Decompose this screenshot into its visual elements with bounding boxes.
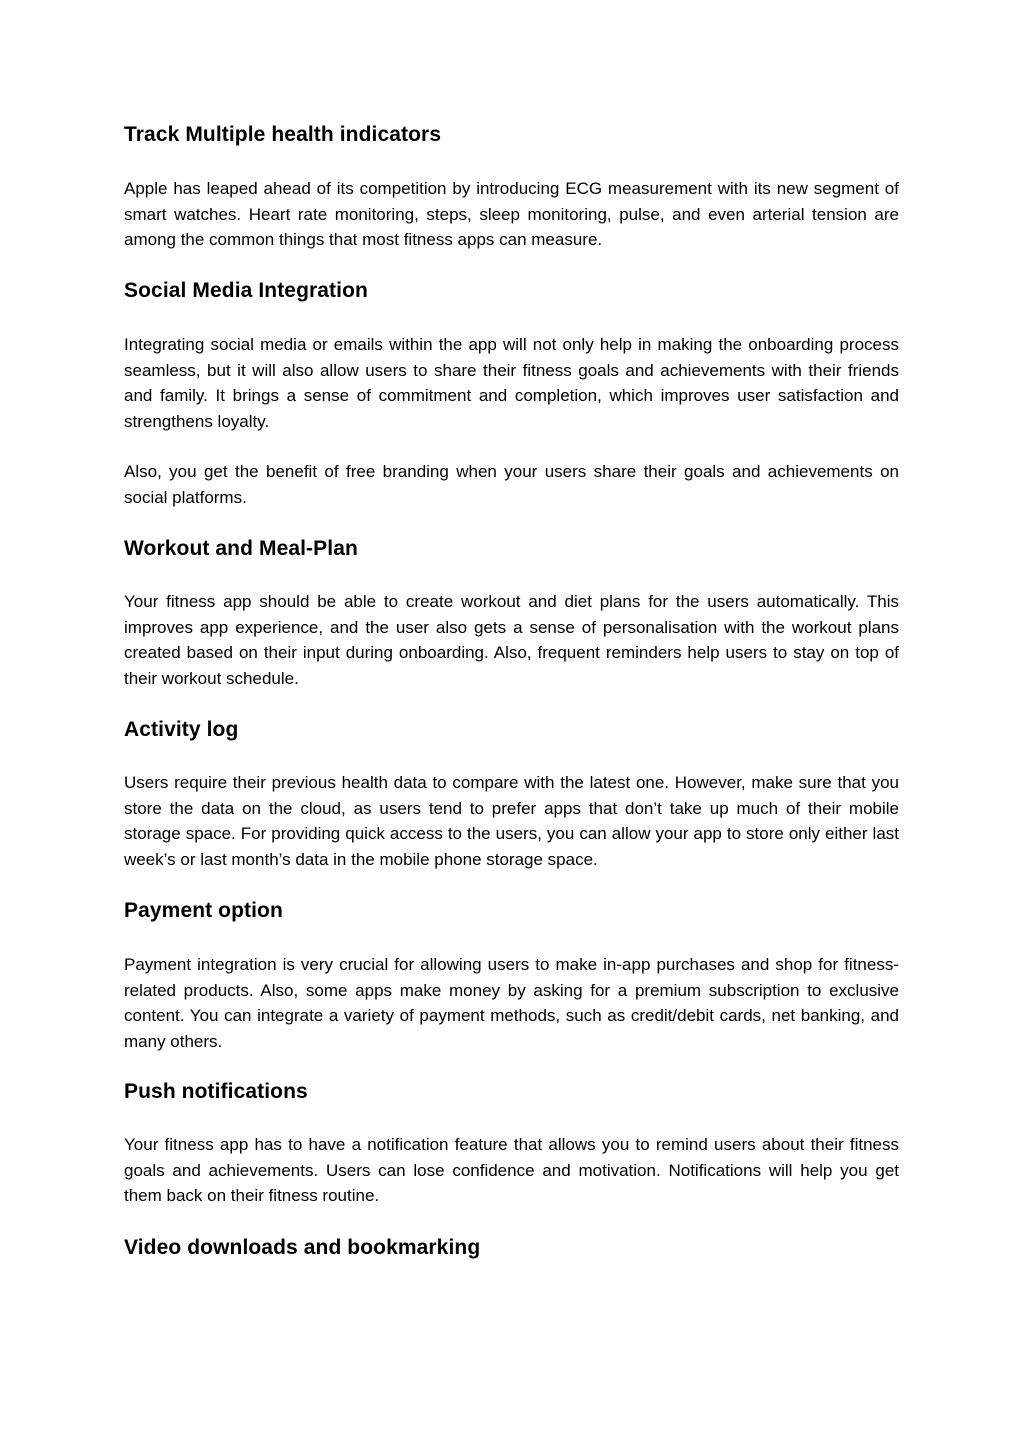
section-heading-workout-meal: Workout and Meal-Plan	[124, 537, 358, 560]
section-heading-social-media: Social Media Integration	[124, 279, 368, 302]
paragraph-track-health: Apple has leaped ahead of its competition by introducing ECG measurement with its new segment of smart watches. Heart rate monitoring, steps, sleep monitoring, pulse, and even arterial tension are among the common things that most fitness apps can measure.	[124, 179, 899, 249]
paragraph-social-media-2: Also, you get the benefit of free branding when your users share their goals and achievements on social platforms.	[124, 462, 899, 507]
section-heading-video-downloads: Video downloads and bookmarking	[124, 1236, 481, 1259]
section-heading-track-health: Track Multiple health indicators	[124, 123, 442, 146]
section-heading-push-notifications: Push notifications	[124, 1080, 308, 1103]
section-heading-payment: Payment option	[124, 899, 283, 922]
paragraph-payment: Payment integration is very crucial for allowing users to make in-app purchases and shop for fitness-related products. Also, some apps make money by asking for a premium subscription to exclusive content. You can integrate a variety of payment methods, such as credit/debit cards, net banking, and many others.	[124, 955, 899, 1051]
paragraph-push-notifications: Your fitness app has to have a notification feature that allows you to remind users about their fitness goals and achievements. Users can lose confidence and motivation. Notifications will help you get them back on their fitness routine.	[124, 1135, 899, 1205]
paragraph-workout-meal: Your fitness app should be able to create workout and diet plans for the users automatically. This improves app experience, and the user also gets a sense of personalisation with the workout plans created based on their input during onboarding. Also, frequent reminders help users to stay on top of their workout schedule.	[124, 592, 899, 688]
paragraph-social-media-1: Integrating social media or emails within the app will not only help in making the onboarding process seamless, but it will also allow users to share their fitness goals and achievements with their friends and family. It brings a sense of commitment and completion, which improves user satisfaction and strengthens loyalty.	[124, 335, 899, 431]
paragraph-activity-log: Users require their previous health data to compare with the latest one. However, make sure that you store the data on the cloud, as users tend to prefer apps that don’t take up much of their mobile storage space. For providing quick access to the users, you can allow your app to store only either last week’s or last month’s data in the mobile phone storage space.	[124, 773, 899, 869]
section-heading-activity-log: Activity log	[124, 718, 239, 741]
